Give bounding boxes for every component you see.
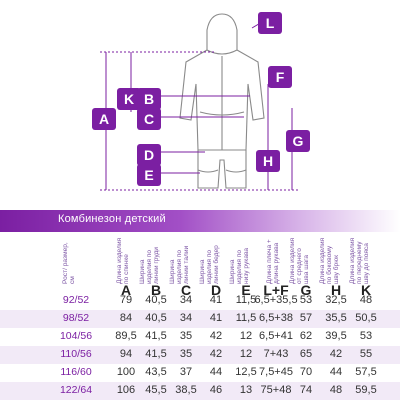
cell-k: 59,5 <box>355 384 377 396</box>
header-g: Длина изделия от среднего шва шага <box>289 237 310 284</box>
letter-e: E <box>144 167 154 183</box>
cell-h: 32,5 <box>325 294 347 306</box>
letter-c: C <box>143 111 155 127</box>
col-letter-g: G <box>300 282 312 298</box>
header-e: Ширина изделия по низу рукава <box>229 247 250 284</box>
table-row <box>0 382 400 400</box>
cell-g: 53 <box>299 294 313 306</box>
cell-d: 41 <box>209 294 223 306</box>
letter-g: G <box>292 133 304 149</box>
cell-c: 35 <box>179 330 193 342</box>
letter-f: F <box>275 69 285 85</box>
cell-g: 57 <box>299 312 313 324</box>
col-letter-b: B <box>150 282 162 298</box>
cell-c: 35 <box>179 348 193 360</box>
cell-b: 40,5 <box>145 294 167 306</box>
cell-h: 44 <box>329 366 343 378</box>
col-letter-a: A <box>120 282 132 298</box>
table-row <box>0 328 400 346</box>
header-c: Ширина изделия по линии талии <box>169 245 190 284</box>
cell-size: 116/60 <box>60 366 92 378</box>
cell-k: 57,5 <box>355 366 377 378</box>
col-letter-d: D <box>210 282 222 298</box>
cell-g: 62 <box>299 330 313 342</box>
table-row <box>0 310 400 328</box>
cell-h: 39,5 <box>325 330 347 342</box>
cell-a: 89,5 <box>115 330 137 342</box>
cell-size: 122/64 <box>59 384 93 396</box>
table-row <box>0 292 400 310</box>
header-d: Ширина изделия по линии бедер <box>199 245 220 284</box>
cell-h: 42 <box>329 348 343 360</box>
col-letter-c: C <box>180 282 192 298</box>
cell-h: 35,5 <box>325 312 347 324</box>
cell-a: 100 <box>116 366 136 378</box>
cell-lf: 6,5+41 <box>259 330 293 342</box>
header-a: Длина изделия по спинке <box>116 237 130 284</box>
cell-size: 110/56 <box>60 348 92 360</box>
cell-a: 79 <box>119 294 133 306</box>
letter-k: K <box>123 91 135 107</box>
letter-d: D <box>143 147 155 163</box>
header-size: Рост/ размер, см <box>62 242 76 284</box>
cell-size: 92/52 <box>62 294 90 306</box>
cell-k: 53 <box>359 330 373 342</box>
letter-l: L <box>265 15 275 31</box>
header-lf: Длина плеча + длина рукава <box>266 239 280 284</box>
letter-a: A <box>98 111 110 127</box>
header-k: Длина изделия по переднему шву до пояса <box>349 237 370 284</box>
cell-c: 34 <box>179 312 193 324</box>
cell-c: 37 <box>179 366 193 378</box>
cell-c: 34 <box>179 294 193 306</box>
cell-e: 12 <box>239 330 253 342</box>
cell-lf: 75+48 <box>260 384 292 396</box>
letter-b: B <box>143 91 155 107</box>
cell-b: 41,5 <box>145 348 167 360</box>
col-letter-h: H <box>330 282 342 298</box>
cell-e: 12,5 <box>235 366 257 378</box>
cell-a: 84 <box>119 312 133 324</box>
cell-e: 13 <box>239 384 253 396</box>
cell-lf: 6,5+35,5 <box>254 294 298 306</box>
cell-e: 11,5 <box>235 294 257 306</box>
col-letter-lf: L+F <box>263 282 289 298</box>
cell-e: 11,5 <box>235 312 257 324</box>
cell-b: 41,5 <box>145 330 167 342</box>
cell-g: 65 <box>299 348 313 360</box>
cell-d: 41 <box>209 312 223 324</box>
col-letter-e: E <box>241 282 251 298</box>
table-title-banner <box>0 210 400 232</box>
cell-g: 74 <box>299 384 313 396</box>
cell-k: 48 <box>359 294 373 306</box>
cell-a: 94 <box>119 348 133 360</box>
cell-d: 42 <box>209 330 223 342</box>
cell-e: 12 <box>239 348 253 360</box>
cell-size: 104/56 <box>59 330 93 342</box>
table-row <box>0 346 400 364</box>
cell-b: 45,5 <box>145 384 167 396</box>
header-h: Длина изделия по боковому шву брюк <box>319 237 340 284</box>
cell-d: 42 <box>209 348 223 360</box>
cell-b: 43,5 <box>145 366 167 378</box>
table-row <box>0 364 400 382</box>
cell-d: 46 <box>209 384 223 396</box>
cell-c: 38,5 <box>175 384 197 396</box>
cell-k: 50,5 <box>355 312 377 324</box>
letter-h: H <box>262 153 274 169</box>
cell-a: 106 <box>116 384 136 396</box>
cell-lf: 7,5+45 <box>259 366 293 378</box>
cell-lf: 6,5+38 <box>259 312 293 324</box>
col-letter-k: K <box>360 282 372 298</box>
cell-k: 55 <box>359 348 373 360</box>
cell-h: 48 <box>329 384 343 396</box>
cell-g: 70 <box>299 366 313 378</box>
cell-d: 44 <box>209 366 223 378</box>
cell-b: 40,5 <box>145 312 167 324</box>
header-b: Ширина изделия по линии груди <box>139 247 160 284</box>
cell-lf: 7+43 <box>263 348 289 360</box>
table-title: Комбинезон детский <box>58 213 166 225</box>
cell-size: 98/52 <box>62 312 90 324</box>
